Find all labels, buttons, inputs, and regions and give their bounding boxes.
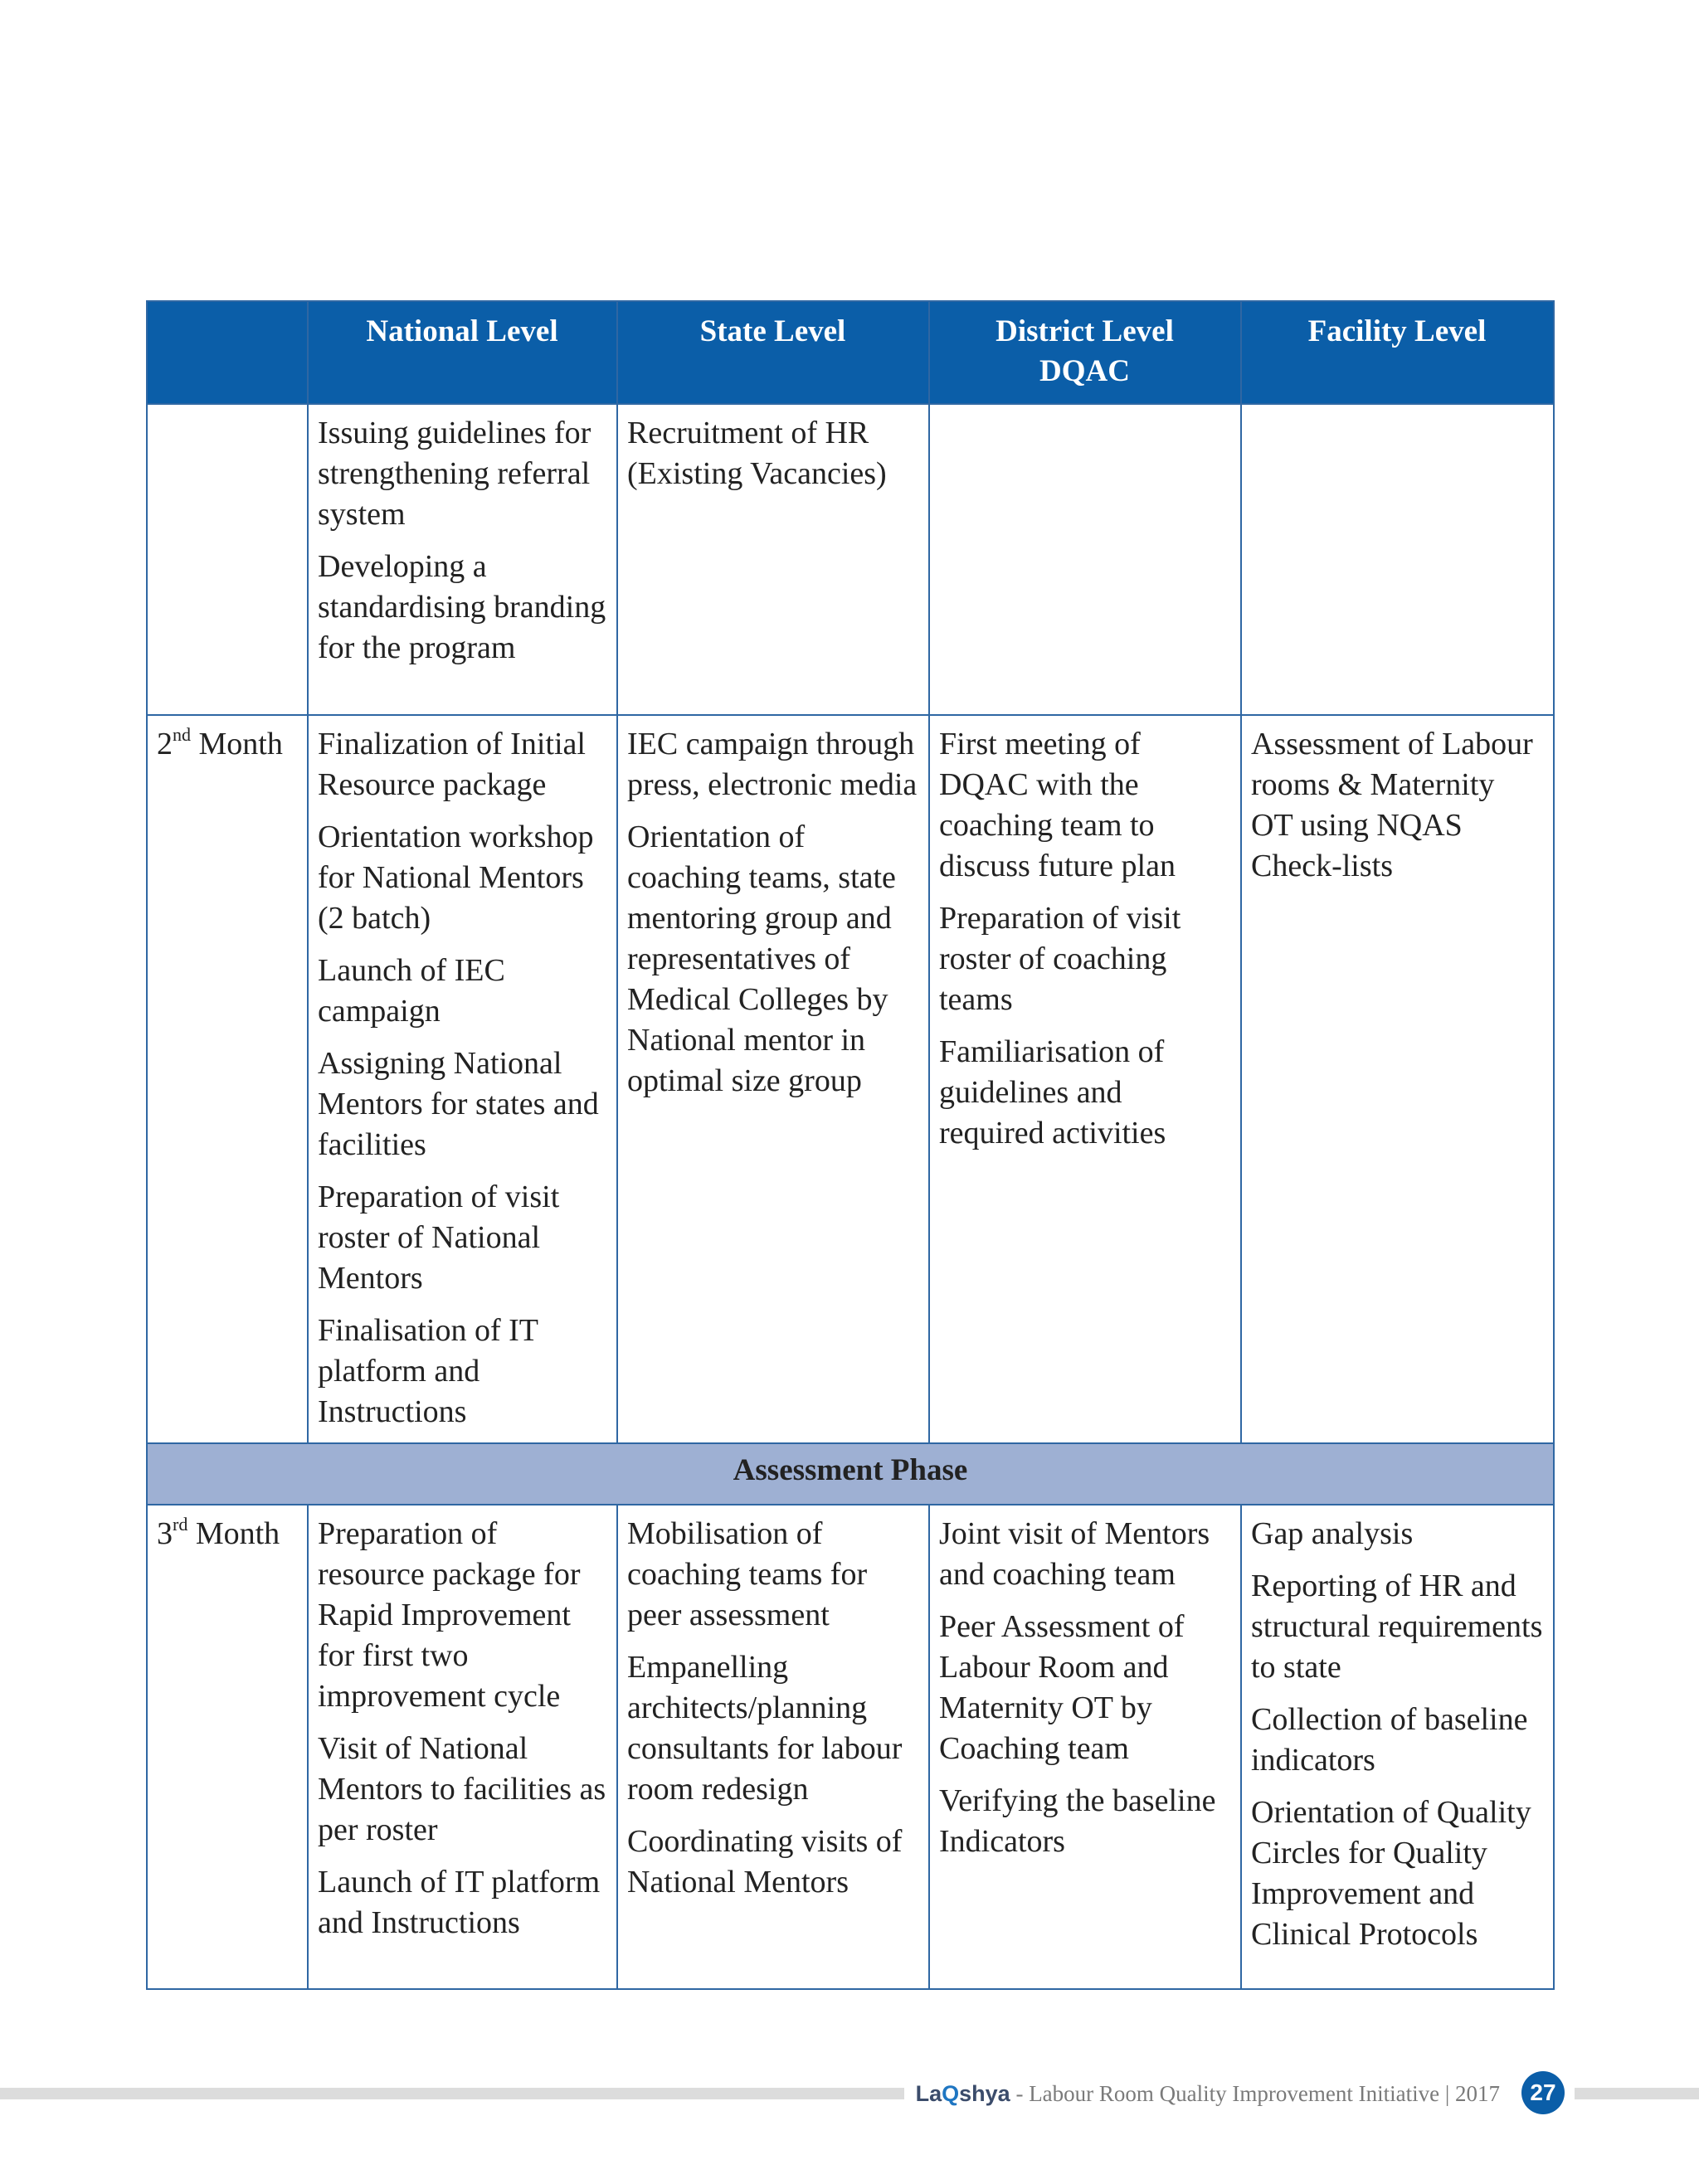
brand-prefix: La [915,2081,942,2106]
facility-cell [1241,715,1554,1443]
header-district-level [929,301,1241,404]
national-cell [308,1505,617,1989]
list-item: Finalisation of IT platform and Instructions [318,1313,538,1429]
list-item: Assigning National Mentors for states and facilities [318,1046,599,1162]
month-word: Month [191,727,283,761]
page-number: 27 [1521,2071,1565,2114]
month-cell [147,715,308,1443]
list-item: Finalization of Initial Resource package [318,727,586,802]
list-item: Issuing guidelines for strengthening referral system [318,416,591,532]
implementation-plan-table [146,300,1555,1990]
list-item: Verifying the baseline Indicators [939,1783,1216,1859]
month-word: Month [187,1516,280,1551]
list-item: Orientation of Quality Circles for Quality Improvement and Clinical Protocols [1251,1795,1531,1952]
list-item: Developing a standardising branding for the program [318,549,606,665]
table-row [147,404,1554,715]
header-empty [147,301,308,404]
brand-logo [916,2081,1010,2106]
list-item: Visit of National Mentors to facilities as per roster [318,1731,606,1847]
month-number: 3 [157,1516,173,1551]
month-number: 2 [157,727,173,761]
list-item: Collection of baseline indicators [1251,1702,1528,1778]
month-cell [147,1505,308,1989]
list-item: Launch of IEC campaign [318,953,505,1029]
footer-title: - Labour Room Quality Improvement Initiative | 2017 [1010,2081,1500,2106]
list-item: IEC campaign through press, electronic media [627,727,918,802]
table-row [147,1505,1554,1989]
list-item: Familiarisation of guidelines and required activities [939,1034,1166,1150]
header-row [147,301,1554,404]
list-item: Recruitment of HR (Existing Vacancies) [627,416,887,491]
table-row [147,715,1554,1443]
list-item: Empanelling architects/planning consultants for labour room redesign [627,1650,903,1807]
phase-row [147,1443,1554,1505]
list-item: Reporting of HR and structural requirements to state [1251,1569,1543,1685]
list-item: Mobilisation of coaching teams for peer assessment [627,1516,868,1632]
month-suffix: rd [173,1514,188,1535]
national-cell [308,404,617,715]
footer-caption [904,2074,1512,2113]
district-cell [929,404,1241,715]
state-cell [617,404,929,715]
brand-suffix: shya [959,2081,1010,2106]
phase-label: Assessment Phase [147,1443,1554,1505]
header-district-line1: District Level [996,314,1174,348]
header-district-line2: DQAC [1039,354,1130,388]
list-item: Orientation of coaching teams, state mentoring group and representatives of Medical Colleges by National mentor in optimal size group [627,820,896,1098]
list-item: First meeting of DQAC with the coaching team to discuss future plan [939,727,1176,883]
district-cell [929,715,1241,1443]
list-item: Joint visit of Mentors and coaching team [939,1516,1210,1592]
month-cell [147,404,308,715]
list-item: Preparation of visit roster of National Mentors [318,1180,560,1296]
list-item: Assessment of Labour rooms & Maternity OT using NQAS Check-lists [1251,727,1533,883]
list-item: Coordinating visits of National Mentors [627,1824,903,1899]
facility-cell [1241,1505,1554,1989]
header-state-level: State Level [617,301,929,404]
header-facility-level: Facility Level [1241,301,1554,404]
month-suffix: nd [173,724,191,745]
list-item: Peer Assessment of Labour Room and Maternity OT by Coaching team [939,1609,1185,1766]
list-item: Gap analysis [1251,1516,1414,1551]
state-cell [617,715,929,1443]
list-item: Preparation of resource package for Rapid Improvement for first two improvement cycle [318,1516,581,1714]
state-cell [617,1505,929,1989]
facility-cell [1241,404,1554,715]
brand-q: Q [942,2081,960,2106]
list-item: Preparation of visit roster of coaching teams [939,901,1181,1017]
header-national-level: National Level [308,301,617,404]
national-cell [308,715,617,1443]
list-item: Orientation workshop for National Mentors (2 batch) [318,820,594,936]
list-item: Launch of IT platform and Instructions [318,1865,601,1940]
district-cell [929,1505,1241,1989]
